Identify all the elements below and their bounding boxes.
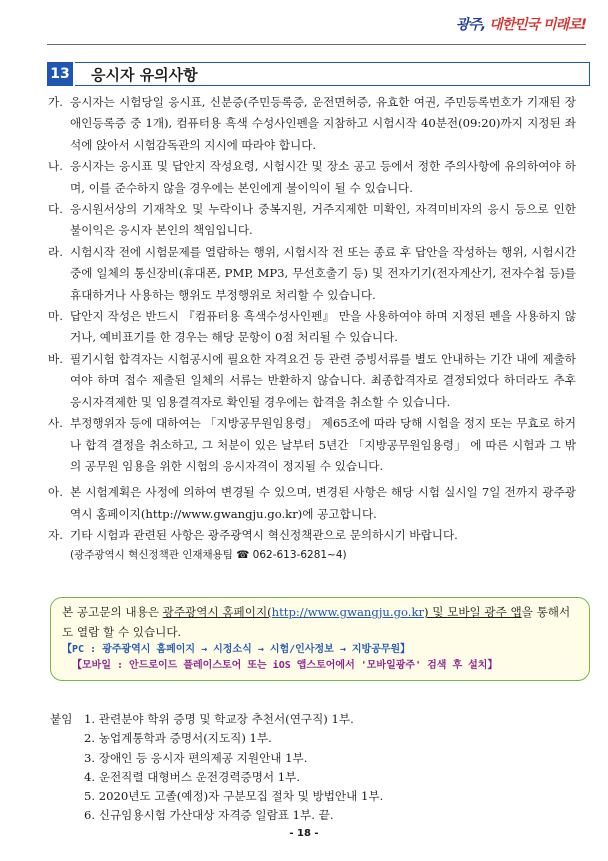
attachment-item: 5. 2020년도 고졸(예정)자 구분모집 절차 및 방법안내 1부. bbox=[84, 789, 384, 804]
attachment-item: 6. 신규임용시험 가산대상 자격증 일람표 1부. 끝. bbox=[84, 808, 334, 823]
mobile-path: 【모바일 : 안드로이드 플레이스토어 또는 iOS 앱스토어에서 '모바일광주' 검색 후 설치】 bbox=[72, 660, 498, 671]
logo-text-main: 광주, bbox=[455, 17, 486, 33]
list-item bbox=[50, 806, 383, 825]
notice-site-end: ) 및 bbox=[424, 605, 448, 619]
notice-suffix: 을 통해서도 열람 할 수 있습니다. bbox=[62, 605, 571, 639]
list-item bbox=[48, 306, 576, 349]
homepage-link[interactable]: http://www.gwangju.go.kr bbox=[271, 605, 425, 619]
list-item bbox=[48, 482, 576, 525]
item-text: 응시자는 시험당일 응시표, 신분증(주민등록증, 운전면허증, 유효한 여권, 주민등록번호가 기재된 장애인등록증 중 1개), 컴퓨터용 흑색 수성사인펜을 지참하고 시험시작 40분전(09:20)까지 지정된 좌석에 앉아서 시험감독관의 지시에 따라야 합니다. bbox=[70, 95, 576, 152]
page-number: - 18 - bbox=[289, 828, 319, 839]
attachment-label: 붙임 bbox=[50, 712, 73, 726]
item-marker: 아. bbox=[48, 485, 63, 500]
item-marker: 사. bbox=[48, 416, 63, 431]
list-item bbox=[48, 156, 576, 199]
item-text: 본 시험계획은 사정에 의하여 변경될 수 있으며, 변경된 사항은 해당 시험 실시일 7일 전까지 광주광역시 홈페이지(http://www.gwangju.go.kr)에 공고합니다. bbox=[70, 485, 576, 521]
item-text: 시험시작 전에 시험문제를 열람하는 행위, 시험시작 전 또는 종료 후 답안을 작성하는 행위, 시험시간 중에 일체의 통신장비(휴대폰, PMP, MP3, 무선호출기 등) 및 전자기기(전자계산기, 전자수첩 등)를 휴대하거나 사용하는 행위도 부정행위로 처리할 수 있습니다. bbox=[70, 244, 576, 302]
item-text: 응시자는 응시표 및 답안지 작성요령, 시험시간 및 장소 공고 등에서 정한 주의사항에 유의하여야 하며, 이를 준수하지 않을 경우에는 본인에게 불이익이 될 수 있습니다. bbox=[70, 159, 576, 195]
section-title: 응시자 유의사항 bbox=[75, 62, 590, 86]
pc-path: 【PC : 광주광역시 홈페이지 → 시정소식 → 시험/인사정보 → 지방공무원】 bbox=[62, 644, 411, 655]
list-item bbox=[48, 413, 576, 477]
contact-info: (광주광역시 혁신정책관 인재채용팀 ☎ 062-613-6281~4) bbox=[70, 548, 347, 561]
section-number: 13 bbox=[47, 62, 73, 86]
list-item bbox=[48, 242, 576, 306]
attachment-item: 2. 농업계통학과 증명서(지도직) 1부. bbox=[84, 731, 272, 746]
notice-site: 광주광역시 홈페이지( bbox=[162, 605, 272, 619]
item-marker: 마. bbox=[48, 309, 63, 324]
list-item bbox=[50, 710, 383, 729]
item-marker: 다. bbox=[48, 202, 63, 217]
item-text: 기타 시험과 관련된 사항은 광주광역시 혁신정책관으로 문의하시기 바랍니다. bbox=[70, 528, 458, 543]
notice-item-list bbox=[48, 92, 576, 564]
attachment-list bbox=[50, 710, 383, 826]
list-item bbox=[50, 729, 383, 748]
item-text: 답안지 작성은 반드시 『컴퓨터용 흑색수성사인펜』 만을 사용하여야 하며 지정된 펜을 사용하지 않거나, 예비표기를 한 경우는 해당 문항이 0점 처리될 수 있습니다. bbox=[70, 309, 576, 345]
item-text: 필기시험 합격자는 시험공시에 필요한 자격요건 등 관련 증빙서류를 별도 안내하는 기간 내에 제출하여야 하며 접수 제출된 일체의 서류는 반환하지 않습니다. 최종합격자로 결정되었다 하더라도 추후 응시자격제한 및 임용결격자로 확인될 경우에는 합격을 취소할 수 있습니다. bbox=[70, 351, 576, 409]
attachment-item: 3. 장애인 등 응시자 편의제공 지원안내 1부. bbox=[84, 750, 308, 765]
list-item bbox=[50, 768, 383, 787]
notice-app: 모바일 광주 앱 bbox=[447, 605, 522, 619]
list-item bbox=[48, 199, 576, 242]
header-rule bbox=[47, 44, 586, 45]
notice-prefix: 본 공고문의 내용은 bbox=[62, 605, 163, 619]
list-item bbox=[48, 349, 576, 413]
item-text: 부정행위자 등에 대하여는 「지방공무원임용령」 제65조에 따라 당해 시험을 정지 또는 무효로 하거나 합격 결정을 취소하고, 그 처분이 있은 날부터 5년간 「지방공무원임용령」 에 따른 시험과 그 밖의 공무원 임용을 위한 시험의 응시자격이 정지될 수 있습니다. bbox=[70, 416, 576, 473]
item-marker: 라. bbox=[48, 244, 63, 259]
list-item bbox=[48, 525, 576, 546]
notice-text bbox=[62, 602, 580, 642]
item-text: 응시원서상의 기재착오 및 누락이나 중복지원, 거주지제한 미확인, 자격미비자의 응시 등으로 인한 불이익은 응시자 본인의 책임입니다. bbox=[70, 202, 576, 238]
item-marker: 자. bbox=[48, 528, 63, 543]
list-item bbox=[50, 787, 383, 806]
list-item bbox=[50, 749, 383, 768]
list-item bbox=[48, 92, 576, 156]
logo-text-sub: 대한민국 미래로! bbox=[489, 17, 586, 33]
item-marker: 바. bbox=[48, 351, 63, 366]
slogan-logo bbox=[456, 14, 586, 34]
attachment-item: 4. 운전직렬 대형버스 운전경력증명서 1부. bbox=[84, 769, 301, 784]
item-marker: 가. bbox=[48, 95, 63, 109]
notice-box bbox=[50, 597, 590, 681]
section-header bbox=[47, 62, 590, 86]
attachment-item: 1. 관련분야 학위 증명 및 학교장 추천서(연구직) 1부. bbox=[84, 712, 354, 726]
item-marker: 나. bbox=[48, 159, 63, 174]
